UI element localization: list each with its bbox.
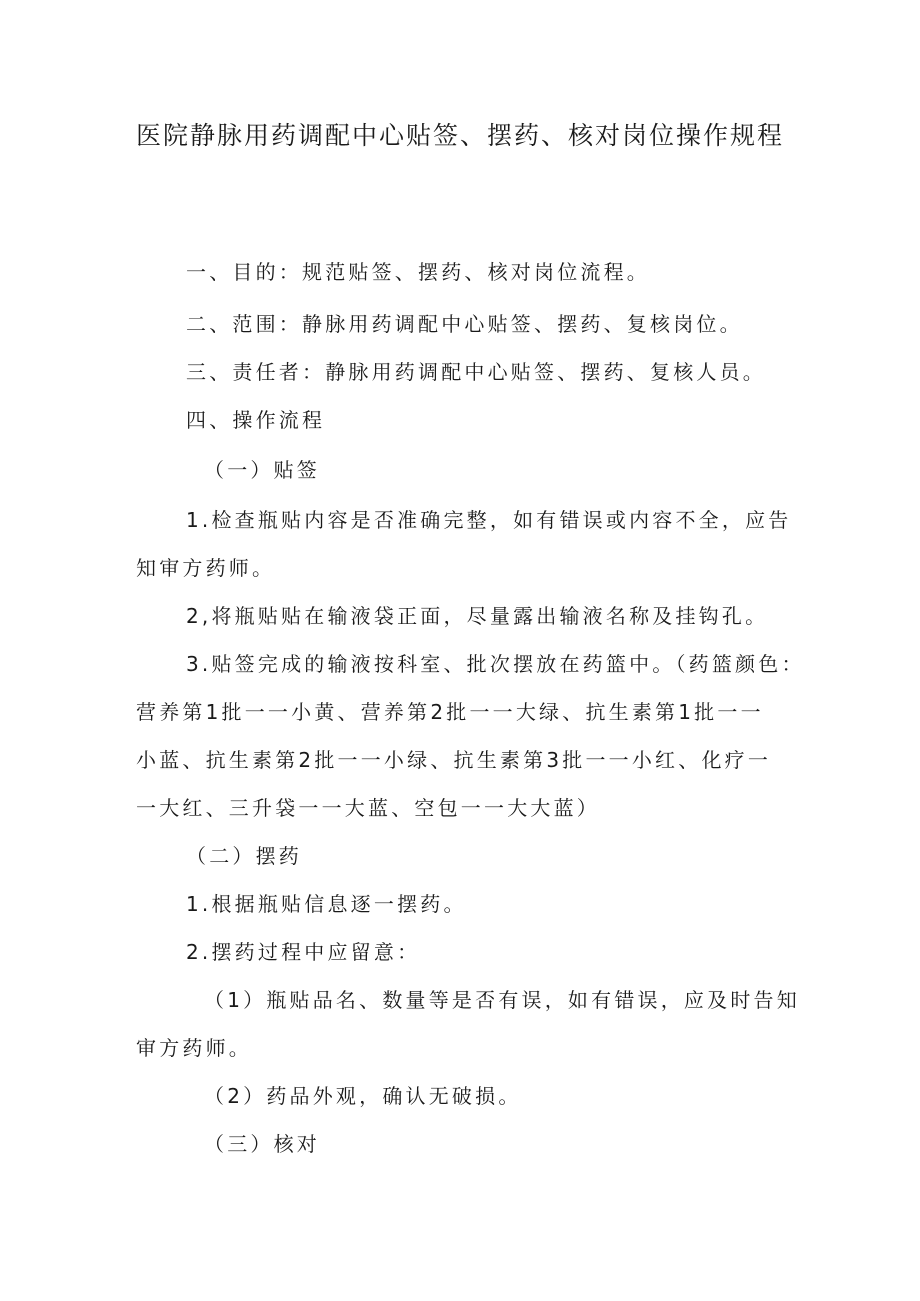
paragraph-line: 2,将瓶贴贴在输液袋正面，尽量露出输液名称及挂钩孔。 [186, 604, 769, 628]
paragraph-line: 审方药师。 [136, 1036, 252, 1060]
section-scope: 二、范围：静脉用药调配中心贴签、摆药、复核岗位。 [186, 312, 743, 336]
paragraph-line: 1.检查瓶贴内容是否准确完整，如有错误或内容不全，应告 [186, 508, 792, 532]
section-purpose: 一、目的：规范贴签、摆药、核对岗位流程。 [186, 260, 650, 284]
paragraph-line: 2.摆药过程中应留意： [186, 940, 421, 964]
paragraph-line: 小蓝、抗生素第2批一一小绿、抗生素第3批一一小红、化疗一 [136, 748, 772, 772]
paragraph-line: 3.贴签完成的输液按科室、批次摆放在药篮中。（药篮颜色： [186, 652, 805, 676]
paragraph-line: 营养第1批一一小黄、营养第2批一一大绿、抗生素第1批一一 [136, 700, 764, 724]
document-title: 医院静脉用药调配中心贴签、摆药、核对岗位操作规程 [135, 121, 784, 150]
paragraph-line: （2）药品外观，确认无破损。 [204, 1084, 522, 1108]
paragraph-line: 知审方药师。 [136, 556, 276, 580]
paragraph-line: 一大红、三升袋一一大蓝、空包一一大大蓝） [136, 796, 600, 820]
subsection-verification: （三）核对 [204, 1132, 320, 1156]
paragraph-line: （1）瓶贴品名、数量等是否有误，如有错误，应及时告知 [204, 988, 800, 1012]
subsection-labeling: （一）贴签 [204, 458, 320, 482]
subsection-dispensing: （二）摆药 [186, 844, 302, 868]
section-responsible: 三、责任者：静脉用药调配中心贴签、摆药、复核人员。 [186, 360, 766, 384]
section-procedure: 四、操作流程 [186, 408, 326, 432]
paragraph-line: 1.根据瓶贴信息逐一摆药。 [186, 892, 467, 916]
